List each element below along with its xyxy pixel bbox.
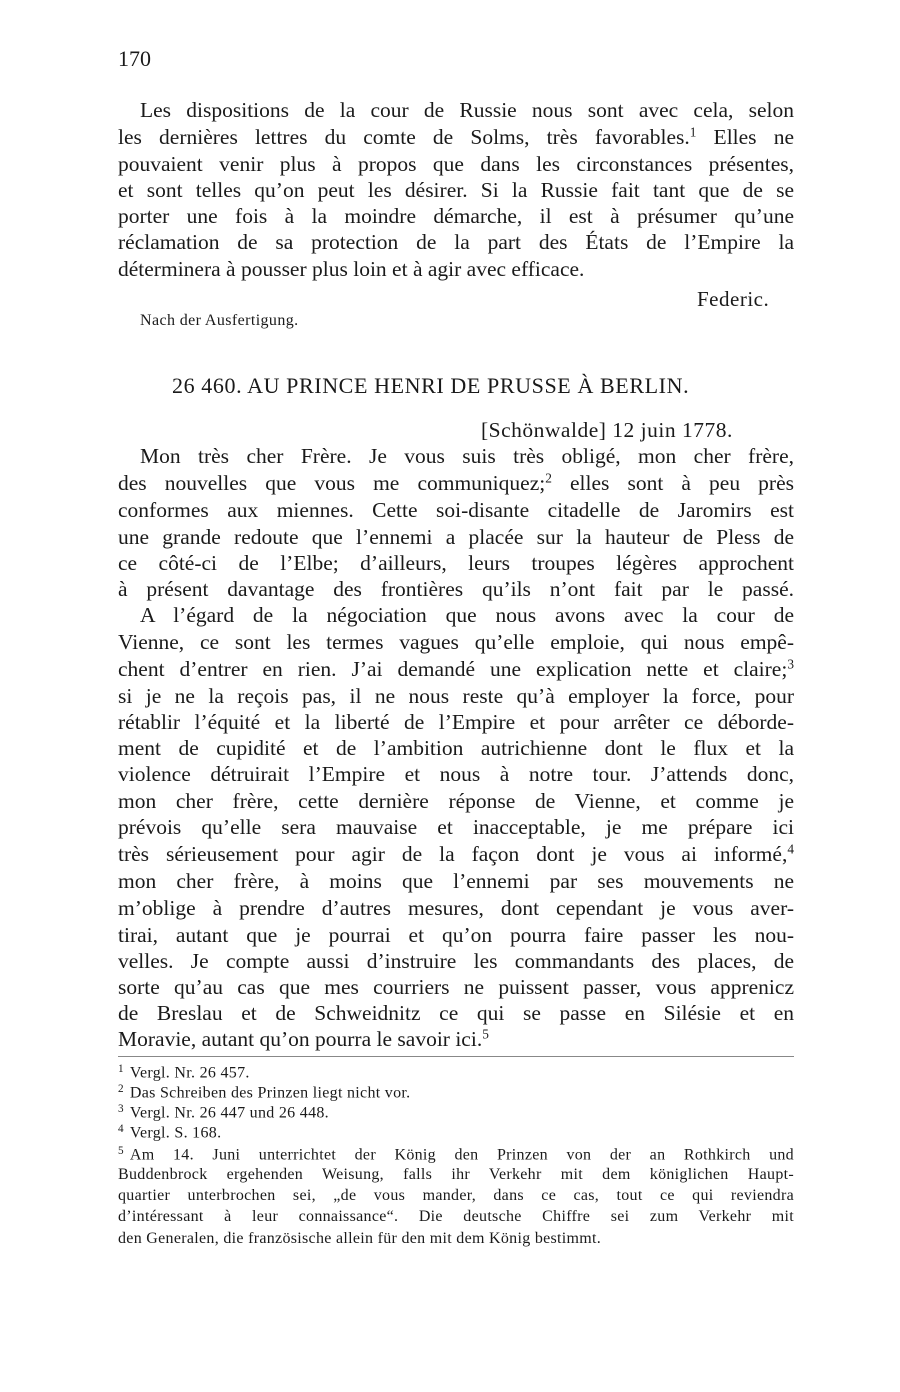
text-line: sorte qu’au cas que mes courriers ne puissent passer, vous apprenicz — [118, 975, 794, 999]
text-line: Mon très cher Frère. Je vous suis très obligé, mon cher frère, — [140, 444, 794, 468]
text-line: pouvaient venir plus à propos que dans les circonstances présentes, — [118, 152, 794, 176]
text-line: les dernières lettres du comte de Solms, très favorables.$^1$ Elles ne — [118, 124, 794, 149]
text-line: à présent davantage des frontières qu’ils n’ont fait par le passé. — [118, 577, 794, 601]
source-note: Nach der Ausfertigung. — [140, 312, 299, 329]
footnote: $^2$ Das Schreiben des Prinzen liegt nicht vor. — [118, 1083, 411, 1102]
text-line: velles. Je compte aussi d’instruire les commandants des places, de — [118, 949, 794, 973]
text-line: Les dispositions de la cour de Russie nous sont avec cela, selon — [140, 98, 794, 122]
text-line: chent d’entrer en rien. J’ai demandé une explication nette et claire;$^3$ — [118, 656, 794, 681]
footnote-ref: 5 — [482, 1026, 489, 1042]
text-line: rétablir l’équité et la liberté de l’Empire et pour arrêter ce déborde- — [118, 710, 794, 734]
footnote: $^4$ Vergl. S. 168. — [118, 1123, 222, 1142]
footnote-ref: 1 — [689, 124, 697, 140]
text-line: réclamation de sa protection de la part des États de l’Empire la — [118, 230, 794, 254]
text-line: Vienne, ce sont les termes vagues qu’elle emploie, qui nous empê- — [118, 630, 794, 654]
footnote-ref: 2 — [545, 470, 552, 486]
footnote-ref: 3 — [787, 656, 794, 672]
dateline: [Schönwalde] 12 juin 1778. — [481, 418, 733, 442]
footnote-line: den Generalen, die französische allein für den mit dem König bestimmt. — [118, 1230, 602, 1247]
text-line: ment de cupidité et de l’ambition autrichienne dont le flux et la — [118, 736, 794, 760]
signature: Federic. — [697, 287, 770, 311]
text-line: A l’égard de la négociation que nous avons avec la cour de — [140, 603, 794, 627]
footnote-rule — [118, 1056, 794, 1057]
text-line: si je ne la reçois pas, il ne nous reste qu’à employer la force, pour — [118, 684, 794, 708]
text-line: mon cher frère, à moins que l’ennemi par ses mouvements ne — [118, 869, 794, 893]
footnote-line: quartier unterbrochen sei, „de vous mander, dans ce cas, tout ce qui reviendra — [118, 1187, 794, 1204]
footnote-line: Buddenbrock ergehenden Weisung, falls ihr Verkehr mit dem königlichen Haupt- — [118, 1166, 794, 1183]
page-number: 170 — [118, 46, 151, 71]
footnote: $^5$ Am 14. Juni unterrichtet der König den Prinzen von der an Rothkirch und — [118, 1145, 794, 1164]
text-line: prévois qu’elle sera mauvaise et inacceptable, je me prépare ici — [118, 815, 794, 839]
footnote-ref: 4 — [787, 841, 794, 857]
footnote: $^1$ Vergl. Nr. 26 457. — [118, 1063, 250, 1082]
text-line: Moravie, autant qu’on pourra le savoir ici.$^5$ — [118, 1026, 489, 1051]
text-line: porter une fois à la moindre démarche, il est à présumer qu’une — [118, 204, 794, 228]
text-line: des nouvelles que vous me communiquez;$^2$ elles sont à peu près — [118, 470, 794, 495]
text-line: très sérieusement pour agir de la façon dont je vous ai informé,$^4$ — [118, 841, 794, 866]
text-line: une grande redoute que l’ennemi a placée sur la hauteur de Pless de — [118, 525, 794, 549]
text-line: conformes aux miennes. Cette soi-disante citadelle de Jaromirs est — [118, 498, 794, 522]
footnote-line: d’intéressant à leur connaissance“. Die deutsche Chiffre sei zum Verkehr mit — [118, 1208, 794, 1225]
text-line: et sont telles qu’on peut les désirer. Si la Russie fait tant que de se — [118, 178, 794, 202]
text-line: déterminera à pousser plus loin et à agir avec efficace. — [118, 257, 585, 281]
text-line: m’oblige à prendre d’autres mesures, dont cependant je vous aver- — [118, 896, 794, 920]
text-line: tirai, autant que je pourrai et qu’on pourra faire passer les nou- — [118, 923, 794, 947]
text-line: ce côté-ci de l’Elbe; d’ailleurs, leurs troupes légères approchent — [118, 551, 794, 575]
footnote: $^3$ Vergl. Nr. 26 447 und 26 448. — [118, 1103, 329, 1122]
text-line: mon cher frère, cette dernière réponse de Vienne, et comme je — [118, 789, 794, 813]
text-line: de Breslau et de Schweidnitz ce qui se passe en Silésie et en — [118, 1001, 794, 1025]
text-line: violence détruirait l’Empire et nous à notre tour. J’attends donc, — [118, 762, 794, 786]
letter-heading: 26 460. AU PRINCE HENRI DE PRUSSE À BERLIN. — [172, 373, 690, 398]
